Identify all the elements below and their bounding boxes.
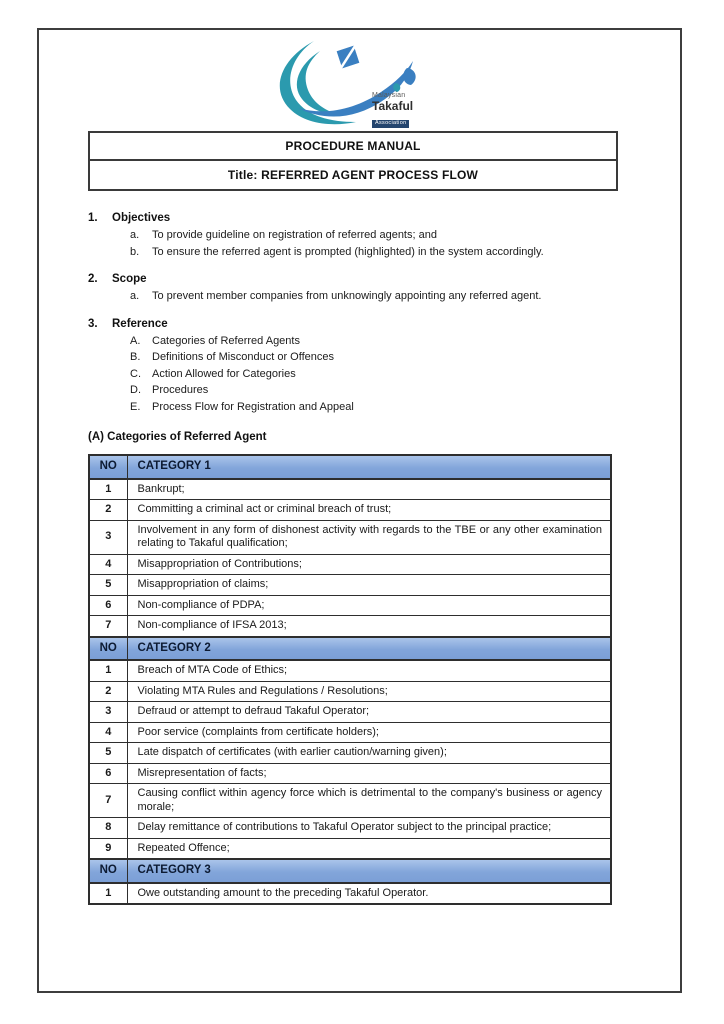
- row-text-cell: Late dispatch of certificates (with earlier caution/warning given);: [127, 743, 611, 764]
- reference-list: [88, 333, 618, 416]
- row-text-cell: CATEGORY 1: [127, 455, 611, 479]
- section-heading: [88, 210, 618, 227]
- list-item-marker: B.: [130, 351, 141, 363]
- list-item-text: To ensure the referred agent is prompted (highlighted) in the system accordingly.: [152, 245, 544, 258]
- list-item-marker: b.: [130, 245, 140, 258]
- logo-line-malaysian: Malaysian: [372, 92, 406, 99]
- manual-title: PROCEDURE MANUAL: [90, 133, 616, 161]
- list-item: [88, 288, 618, 305]
- list-item: [88, 366, 618, 383]
- list-item-marker: a.: [130, 229, 140, 241]
- numbered-sections: [88, 210, 618, 415]
- row-number-cell: 1: [89, 479, 127, 500]
- row-number-cell: 3: [89, 520, 127, 554]
- table-row: [89, 818, 611, 839]
- table-row: [89, 763, 611, 784]
- table-row: [89, 455, 611, 479]
- list-item-text: Process Flow for Registration and Appeal: [152, 400, 354, 413]
- row-number-cell: 8: [89, 818, 127, 839]
- list-item: [88, 399, 618, 416]
- row-number-cell: 5: [89, 575, 127, 596]
- row-text-cell: Violating MTA Rules and Regulations / Resolutions;: [127, 681, 611, 702]
- row-number-cell: 6: [89, 763, 127, 784]
- list-item-text: Categories of Referred Agents: [152, 334, 300, 347]
- row-text-cell: Causing conflict within agency force which is detrimental to the company's business or agency morale;: [127, 784, 611, 818]
- section-title: Objectives: [112, 212, 171, 224]
- row-text-cell: CATEGORY 3: [127, 859, 611, 883]
- row-number-cell: 4: [89, 722, 127, 743]
- table-row: [89, 883, 611, 905]
- row-text-cell: CATEGORY 2: [127, 637, 611, 661]
- table-row: [89, 838, 611, 859]
- row-text-cell: Owe outstanding amount to the preceding Takaful Operator.: [127, 883, 611, 905]
- row-text-cell: Poor service (complaints from certificate holders);: [127, 722, 611, 743]
- row-text-cell: Repeated Offence;: [127, 838, 611, 859]
- section-heading: [88, 316, 618, 333]
- table-row: [89, 616, 611, 637]
- list-item-marker: A.: [130, 334, 141, 347]
- row-text-cell: Bankrupt;: [127, 479, 611, 500]
- section-heading: [88, 271, 618, 288]
- row-number-cell: 1: [89, 660, 127, 681]
- list-item: [88, 349, 618, 366]
- logo-line-association: Association: [372, 120, 409, 128]
- logo-wordmark: [372, 92, 413, 128]
- table-row: [89, 554, 611, 575]
- page-content: [88, 30, 618, 905]
- row-number-cell: 1: [89, 883, 127, 905]
- row-text-cell: Misappropriation of claims;: [127, 575, 611, 596]
- objectives-list: [88, 227, 618, 260]
- row-number-cell: NO: [89, 455, 127, 479]
- table-row: [89, 595, 611, 616]
- row-number-cell: 7: [89, 784, 127, 818]
- categories-table: [88, 454, 612, 905]
- row-text-cell: Non-compliance of IFSA 2013;: [127, 616, 611, 637]
- table-row: [89, 520, 611, 554]
- section-objectives: [88, 210, 618, 260]
- list-item-marker: a.: [130, 290, 140, 302]
- list-item: [88, 227, 618, 244]
- table-row: [89, 500, 611, 521]
- document-header-box: [88, 131, 618, 191]
- row-text-cell: Non-compliance of PDPA;: [127, 595, 611, 616]
- table-row: [89, 743, 611, 764]
- document-title: Title: REFERRED AGENT PROCESS FLOW: [227, 168, 479, 182]
- row-number-cell: 3: [89, 702, 127, 723]
- categories-heading: (A) Categories of Referred Agent: [88, 431, 267, 443]
- table-row: [89, 702, 611, 723]
- row-text-cell: Misappropriation of Contributions;: [127, 554, 611, 575]
- list-item-text: To prevent member companies from unknowingly appointing any referred agent.: [152, 290, 542, 302]
- table-row: [89, 637, 611, 661]
- table-row: [89, 722, 611, 743]
- row-number-cell: 7: [89, 616, 127, 637]
- row-text-cell: Misrepresentation of facts;: [127, 763, 611, 784]
- section-title: Scope: [112, 273, 147, 285]
- table-row: [89, 681, 611, 702]
- list-item-marker: C.: [130, 367, 141, 380]
- row-number-cell: 5: [89, 743, 127, 764]
- list-item-text: Definitions of Misconduct or Offences: [152, 351, 334, 363]
- section-scope: [88, 271, 618, 305]
- table-row: [89, 479, 611, 500]
- list-item: [88, 333, 618, 350]
- list-item-text: To provide guideline on registration of referred agents; and: [152, 229, 437, 241]
- row-text-cell: Defraud or attempt to defraud Takaful Operator;: [127, 702, 611, 723]
- row-number-cell: 2: [89, 500, 127, 521]
- row-text-cell: Involvement in any form of dishonest activity with regards to the TBE or any other examination relating to Takaful qualification;: [127, 520, 611, 554]
- row-text-cell: Breach of MTA Code of Ethics;: [127, 660, 611, 681]
- organization-logo: [268, 38, 438, 126]
- row-number-cell: 2: [89, 681, 127, 702]
- logo-line-takaful: Takaful: [372, 99, 414, 113]
- section-number: 2.: [88, 273, 98, 285]
- categories-table-body: [89, 455, 611, 904]
- list-item-marker: E.: [130, 400, 141, 413]
- list-item: [88, 244, 618, 261]
- table-row: [89, 859, 611, 883]
- row-text-cell: Delay remittance of contributions to Takaful Operator subject to the principal practice;: [127, 818, 611, 839]
- row-text-cell: Committing a criminal act or criminal breach of trust;: [127, 500, 611, 521]
- scope-list: [88, 288, 618, 305]
- list-item: [88, 382, 618, 399]
- row-number-cell: NO: [89, 859, 127, 883]
- table-row: [89, 660, 611, 681]
- section-number: 3.: [88, 317, 98, 330]
- row-number-cell: 9: [89, 838, 127, 859]
- row-number-cell: NO: [89, 637, 127, 661]
- list-item-text: Action Allowed for Categories: [152, 367, 296, 380]
- section-number: 1.: [88, 212, 98, 224]
- table-row: [89, 575, 611, 596]
- list-item-marker: D.: [130, 384, 141, 396]
- list-item-text: Procedures: [152, 384, 209, 396]
- section-title: Reference: [112, 317, 168, 330]
- table-row: [89, 784, 611, 818]
- page-border: [37, 28, 682, 993]
- row-number-cell: 6: [89, 595, 127, 616]
- row-number-cell: 4: [89, 554, 127, 575]
- section-reference: [88, 316, 618, 416]
